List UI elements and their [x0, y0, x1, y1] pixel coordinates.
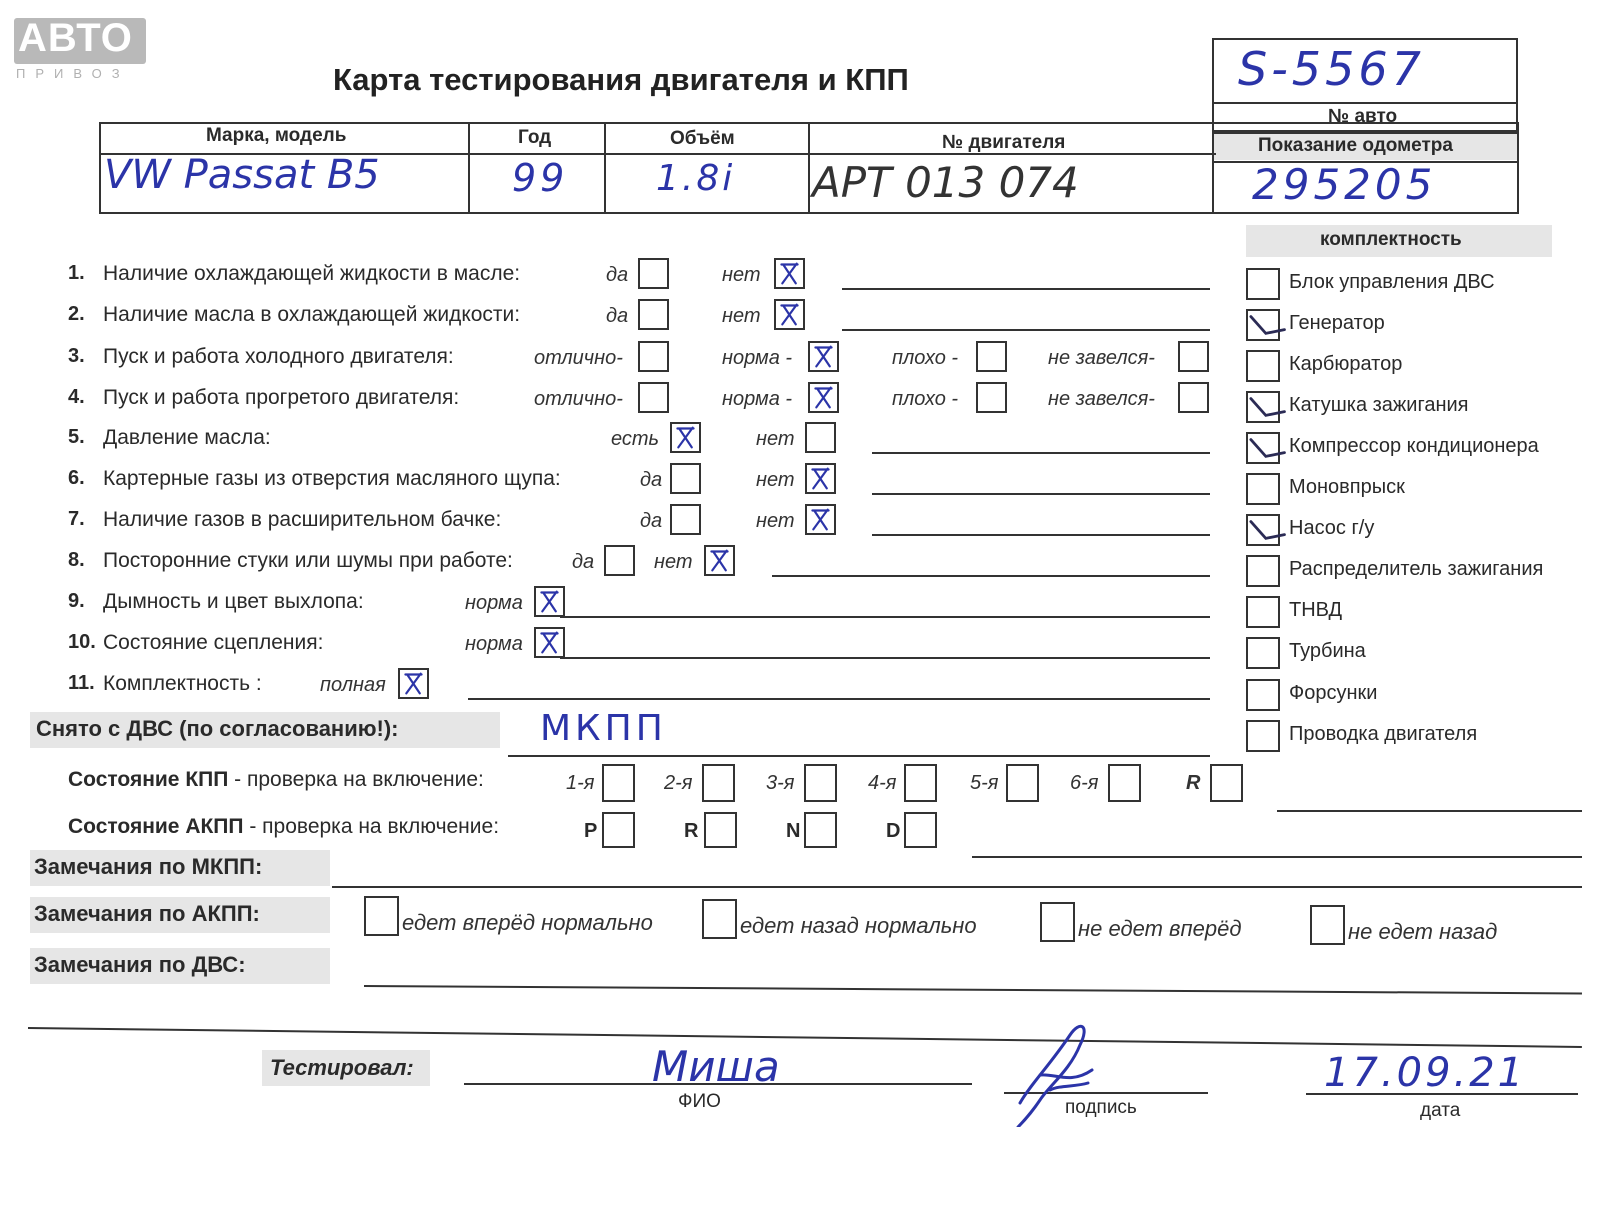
gear-label: 4-я [868, 772, 897, 794]
volume-value: 1.8i [656, 158, 736, 199]
completeness-item-label: Катушка зажигания [1289, 394, 1469, 416]
answer-line [842, 288, 1210, 290]
akpp-remark-label: едет вперёд нормально [402, 910, 653, 935]
engine-no-value: APT 013 074 [812, 158, 1079, 207]
completeness-checkbox[interactable] [1246, 637, 1280, 669]
option-label: нет [654, 551, 693, 573]
item-number: 6. [68, 467, 85, 489]
completeness-checkbox[interactable] [1246, 555, 1280, 587]
item-number: 2. [68, 303, 85, 325]
gear-label: 2-я [664, 772, 693, 794]
answer-line [872, 493, 1210, 495]
gear-checkbox[interactable] [904, 812, 937, 848]
option-label: плохо - [892, 388, 959, 410]
completeness-item-label: Генератор [1289, 312, 1385, 334]
completeness-item-label: Турбина [1289, 640, 1366, 662]
checkbox[interactable] [774, 258, 805, 289]
header-col-volume: Объём [670, 128, 735, 149]
item-number: 8. [68, 549, 85, 571]
option-label: нет [756, 510, 795, 532]
checkbox[interactable] [805, 422, 836, 453]
removed-value: МКПП [540, 708, 667, 749]
tester-name: Миша [652, 1042, 780, 1091]
completeness-title: комплектность [1320, 229, 1462, 250]
item-number: 9. [68, 590, 85, 612]
akpp-remark-checkbox[interactable] [702, 899, 737, 939]
item-label: Наличие газов в расширительном бачке: [103, 508, 502, 531]
completeness-checkbox[interactable] [1246, 268, 1280, 300]
item-label: Дымность и цвет выхлопа: [103, 590, 364, 613]
remarks-akpp-label: Замечания по АКПП: [34, 901, 260, 926]
answer-line [872, 452, 1210, 454]
checkbox[interactable] [638, 382, 669, 413]
item-number: 4. [68, 386, 85, 408]
tested-label: Тестировал: [270, 1055, 414, 1080]
gear-checkbox[interactable] [704, 812, 737, 848]
gear-label: R [684, 820, 699, 842]
checkbox[interactable] [670, 504, 701, 535]
checkbox[interactable] [774, 299, 805, 330]
completeness-item-label: Распределитель зажигания [1289, 558, 1544, 580]
completeness-checkbox[interactable] [1246, 596, 1280, 628]
answer-line [560, 616, 1210, 618]
checkbox[interactable] [1178, 341, 1209, 372]
option-label: норма [465, 592, 523, 614]
gear-label: 3-я [766, 772, 795, 794]
gear-label: N [786, 820, 801, 842]
option-label: нет [756, 428, 795, 450]
completeness-item-label: Моновпрыск [1289, 476, 1405, 498]
akpp-remark-label: не едет назад [1348, 919, 1498, 944]
item-label: Пуск и работа холодного двигателя: [103, 345, 454, 368]
gear-label: P [584, 820, 598, 842]
completeness-checkbox[interactable] [1246, 432, 1280, 464]
checkbox[interactable] [638, 341, 669, 372]
answer-line [468, 698, 1210, 700]
checkbox[interactable] [976, 382, 1007, 413]
akpp-remark-label: едет назад нормально [740, 913, 977, 938]
akpp-remark-checkbox[interactable] [364, 896, 399, 936]
checkbox[interactable] [808, 382, 839, 413]
date-value: 17.09.21 [1324, 1050, 1527, 1096]
completeness-checkbox[interactable] [1246, 720, 1280, 752]
name-caption: ФИО [678, 1091, 721, 1112]
akpp-remark-label: не едет вперёд [1078, 916, 1242, 941]
option-label: да [606, 305, 629, 327]
answer-line [872, 534, 1210, 536]
item-label: Давление масла: [103, 426, 271, 449]
checkbox[interactable] [805, 463, 836, 494]
completeness-item-label: ТНВД [1289, 599, 1343, 621]
gear-checkbox[interactable] [702, 764, 735, 802]
completeness-checkbox[interactable] [1246, 473, 1280, 505]
date-caption: дата [1420, 1100, 1461, 1121]
removed-label: Снято с ДВС (по согласованию!): [36, 716, 399, 741]
option-label: да [640, 510, 663, 532]
item-number: 11. [68, 672, 95, 694]
checkbox[interactable] [604, 545, 635, 576]
option-label: да [640, 469, 663, 491]
option-label: плохо - [892, 347, 959, 369]
header-col-year: Год [518, 127, 552, 148]
akpp-label: Состояние АКПП - проверка на включение: [68, 815, 500, 838]
remarks-mkpp-label: Замечания по МКПП: [34, 854, 263, 879]
completeness-checkbox[interactable] [1246, 514, 1280, 546]
option-label: есть [611, 428, 660, 450]
completeness-item-label: Компрессор кондиционера [1289, 435, 1539, 457]
checkbox[interactable] [670, 463, 701, 494]
completeness-item-label: Карбюратор [1289, 353, 1403, 375]
option-label: отлично- [534, 347, 623, 369]
completeness-checkbox[interactable] [1246, 679, 1280, 711]
watermark-brand: АВТО [18, 16, 133, 60]
checkbox[interactable] [398, 668, 429, 699]
item-label: Наличие масла в охлаждающей жидкости: [103, 303, 521, 326]
akpp-remark-checkbox[interactable] [1310, 905, 1345, 945]
checkbox[interactable] [638, 258, 669, 289]
answer-line [772, 575, 1210, 577]
gear-checkbox[interactable] [904, 764, 937, 802]
item-label: Посторонние стуки или шумы при работе: [103, 549, 513, 572]
option-label: да [572, 551, 595, 573]
model-value: VW Passat B5 [104, 152, 380, 198]
watermark-sub: ПРИВОЗ [16, 66, 130, 81]
item-number: 5. [68, 426, 85, 448]
gear-checkbox[interactable] [1108, 764, 1141, 802]
option-label: не завелся- [1048, 347, 1155, 369]
year-value: 99 [512, 156, 569, 200]
option-label: норма - [722, 347, 793, 369]
checkbox[interactable] [976, 341, 1007, 372]
sign-caption: подпись [1065, 1097, 1137, 1118]
checkbox[interactable] [808, 341, 839, 372]
gear-label: 6-я [1070, 772, 1099, 794]
item-label: Комплектность : [103, 672, 262, 695]
item-number: 3. [68, 345, 85, 367]
option-label: нет [722, 305, 761, 327]
completeness-item-label: Насос г/у [1289, 517, 1375, 539]
completeness-checkbox[interactable] [1246, 391, 1280, 423]
item-number: 10. [68, 631, 96, 653]
gear-label: R [1186, 772, 1201, 794]
completeness-item-label: Блок управления ДВС [1289, 271, 1495, 293]
car-number-label: № авто [1328, 106, 1398, 127]
page-title: Карта тестирования двигателя и КПП [333, 62, 909, 97]
checkbox[interactable] [534, 627, 565, 658]
item-number: 7. [68, 508, 85, 530]
checkbox[interactable] [670, 422, 701, 453]
completeness-checkbox[interactable] [1246, 350, 1280, 382]
option-label: норма [465, 633, 523, 655]
item-number: 1. [68, 262, 85, 284]
gear-label: 5-я [970, 772, 999, 794]
gear-checkbox[interactable] [1210, 764, 1243, 802]
car-number-value: S-5567 [1238, 42, 1425, 96]
odometer-label: Показание одометра [1258, 135, 1453, 156]
gear-checkbox[interactable] [602, 812, 635, 848]
completeness-item-label: Форсунки [1289, 682, 1378, 704]
gear-label: 1-я [566, 772, 595, 794]
checkbox[interactable] [638, 299, 669, 330]
header-col-model: Марка, модель [206, 125, 347, 146]
checkbox[interactable] [805, 504, 836, 535]
odometer-value: 295205 [1252, 160, 1437, 209]
completeness-item-label: Проводка двигателя [1289, 723, 1478, 745]
completeness-checkbox[interactable] [1246, 309, 1280, 341]
item-label: Наличие охлаждающей жидкости в масле: [103, 262, 521, 285]
option-label: полная [320, 674, 386, 696]
item-label: Пуск и работа прогретого двигателя: [103, 386, 460, 409]
gear-checkbox[interactable] [602, 764, 635, 802]
item-label: Картерные газы из отверстия масляного щупа: [103, 467, 561, 490]
option-label: не завелся- [1048, 388, 1155, 410]
item-label: Состояние сцепления: [103, 631, 324, 654]
option-label: отлично- [534, 388, 623, 410]
option-label: норма - [722, 388, 793, 410]
kpp-label: Состояние КПП - проверка на включение: [68, 768, 484, 791]
answer-line [842, 329, 1210, 331]
option-label: нет [756, 469, 795, 491]
checkbox[interactable] [1178, 382, 1209, 413]
option-label: да [606, 264, 629, 286]
checkbox[interactable] [534, 586, 565, 617]
gear-label: D [886, 820, 901, 842]
gear-checkbox[interactable] [804, 764, 837, 802]
remarks-dvs-label: Замечания по ДВС: [34, 952, 246, 977]
checkbox[interactable] [704, 545, 735, 576]
answer-line [560, 657, 1210, 659]
gear-checkbox[interactable] [1006, 764, 1039, 802]
akpp-remark-checkbox[interactable] [1040, 902, 1075, 942]
gear-checkbox[interactable] [804, 812, 837, 848]
option-label: нет [722, 264, 761, 286]
header-col-engine-no: № двигателя [942, 132, 1066, 153]
